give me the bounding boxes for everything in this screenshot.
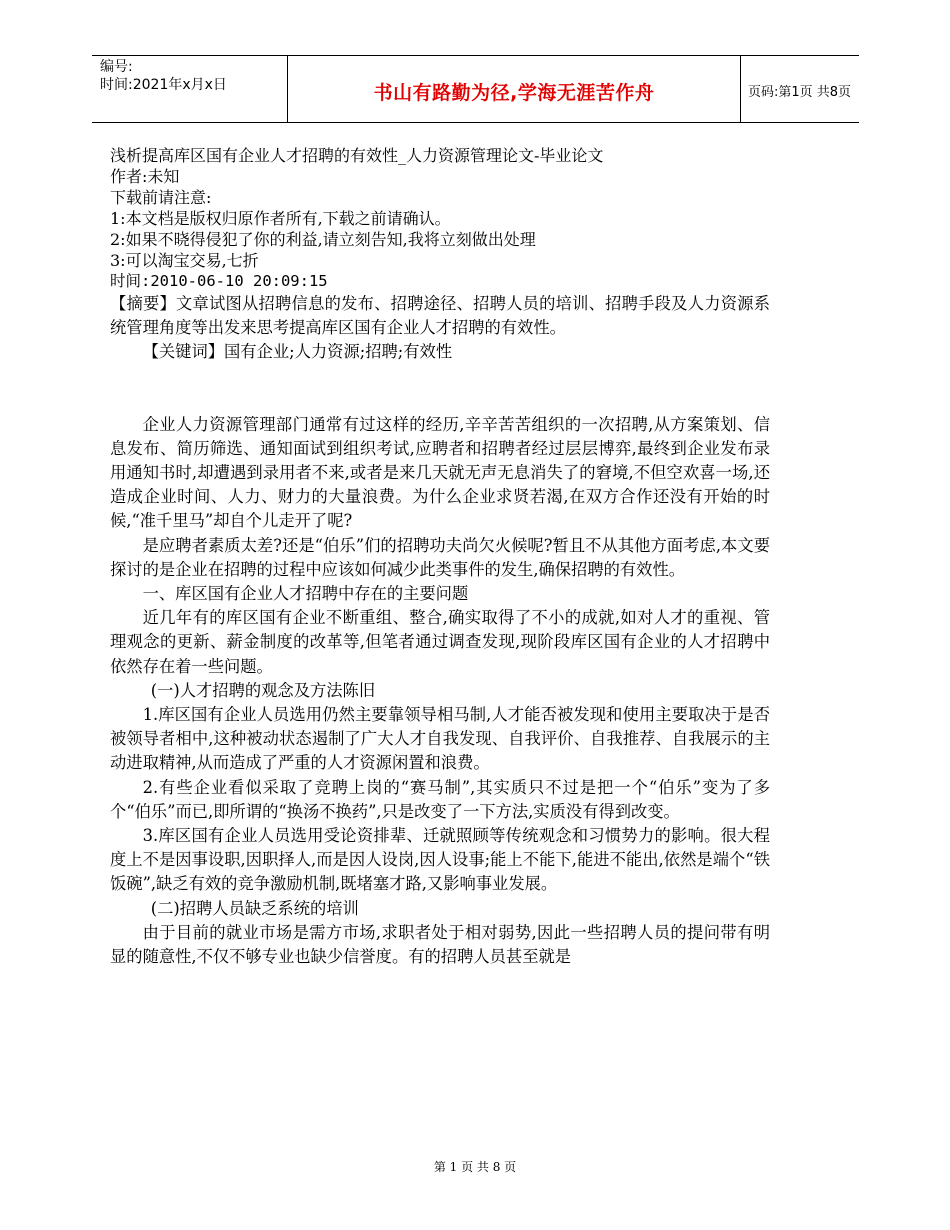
keywords: 【关键词】国有企业;人力资源;招聘;有效性 bbox=[142, 342, 453, 362]
paragraph-5: 2.有些企业看似采取了竞聘上岗的“赛马制”,其实质只不过是把一个“伯乐”变为了多个“伯乐”而已,即所谓的“换汤不换药”,只是改变了一下方法,实质没有得到改变。 bbox=[110, 777, 770, 821]
download-notice: 下载前请注意: bbox=[110, 188, 212, 207]
subsection-heading-1: (一)人才招聘的观念及方法陈旧 bbox=[150, 680, 376, 700]
page-info: 页码:第1页 共8页 bbox=[748, 85, 852, 100]
number-label: 编号: bbox=[100, 59, 133, 75]
paragraph-4: 1.库区国有企业人员选用仍然主要靠领导相马制,人才能否被发现和使用主要取决于是否被领导者相中,这种被动状态遏制了广大人才自我发现、自我评价、自我推荐、自我展示的主动进取精神,从而造成了严重的人才资源闲置和浪费。 bbox=[110, 705, 770, 773]
paragraph-3: 近几年有的库区国有企业不断重组、整合,确实取得了不小的成就,如对人才的重视、管理观念的更新、薪金制度的改革等,但笔者通过调查发现,现阶段库区国有企业的人才招聘中依然存在着一些问题。 bbox=[110, 608, 770, 676]
abstract: 【摘要】文章试图从招聘信息的发布、招聘途径、招聘人员的培训、招聘手段及人力资源系统管理角度等出发来思考提高库区国有企业人才招聘的有效性。 bbox=[110, 294, 770, 338]
motto: 书山有路勤为径,学海无涯苦作舟 bbox=[373, 82, 655, 104]
header-table bbox=[92, 55, 859, 123]
header-motto-cell bbox=[287, 56, 741, 122]
header-page-cell bbox=[740, 56, 859, 122]
paragraph-7: 由于目前的就业市场是需方市场,求职者处于相对弱势,因此一些招聘人员的提问带有明显的随意性,不仅不够专业也缺少信誉度。有的招聘人员甚至就是 bbox=[110, 922, 770, 967]
document-content bbox=[110, 145, 770, 969]
subsection-heading-2: (二)招聘人员缺乏系统的培训 bbox=[150, 898, 359, 918]
section-heading-1: 一、库区国有企业人才招聘中存在的主要问题 bbox=[142, 584, 469, 604]
paragraph-2: 是应聘者素质太差?还是“伯乐”们的招聘功夫尚欠火候呢?暂且不从其他方面考虑,本文要探讨的是企业在招聘的过程中应该如何减少此类事件的发生,确保招聘的有效性。 bbox=[110, 535, 770, 579]
doc-author: 作者:未知 bbox=[110, 167, 180, 186]
doc-title: 浅析提高库区国有企业人才招聘的有效性_人力资源管理论文-毕业论文 bbox=[110, 146, 604, 165]
paragraph-1: 企业人力资源管理部门通常有过这样的经历,辛辛苦苦组织的一次招聘,从方案策划、信息发布、简历筛选、通知面试到组织考试,应聘者和招聘者经过层层博弈,最终到企业发布录用通知书时,却遭遇到录用者不来,或者是来几天就无声无息消失了的窘境,不但空欢喜一场,还造成企业时间、人力、财力的大量浪费。为什么企业求贤若渴,在双方合作还没有开始的时候,“准千里马”却自个儿走开了呢? bbox=[110, 414, 770, 531]
paragraph-6: 3.库区国有企业人员选用受论资排辈、迁就照顾等传统观念和习惯势力的影响。很大程度上不是因事设职,因职择人,而是因人设岗,因人设事;能上不能下,能进不能出,依然是端个“铁饭碗”,缺乏有效的竞争激励机制,既堵塞才路,又影响事业发展。 bbox=[110, 826, 770, 894]
doc-time: 时间:2010-06-10 20:09:15 bbox=[110, 272, 328, 290]
note-2: 2:如果不晓得侵犯了你的利益,请立刻告知,我将立刻做出处理 bbox=[110, 230, 536, 249]
note-1: 1:本文档是版权归原作者所有,下载之前请确认。 bbox=[110, 209, 451, 228]
page-footer: 第 1 页 共 8 页 bbox=[433, 1160, 517, 1174]
note-3: 3:可以淘宝交易,七折 bbox=[110, 251, 259, 270]
header-left-cell bbox=[92, 56, 287, 122]
time-label: 时间:2021年x月x日 bbox=[100, 77, 227, 93]
